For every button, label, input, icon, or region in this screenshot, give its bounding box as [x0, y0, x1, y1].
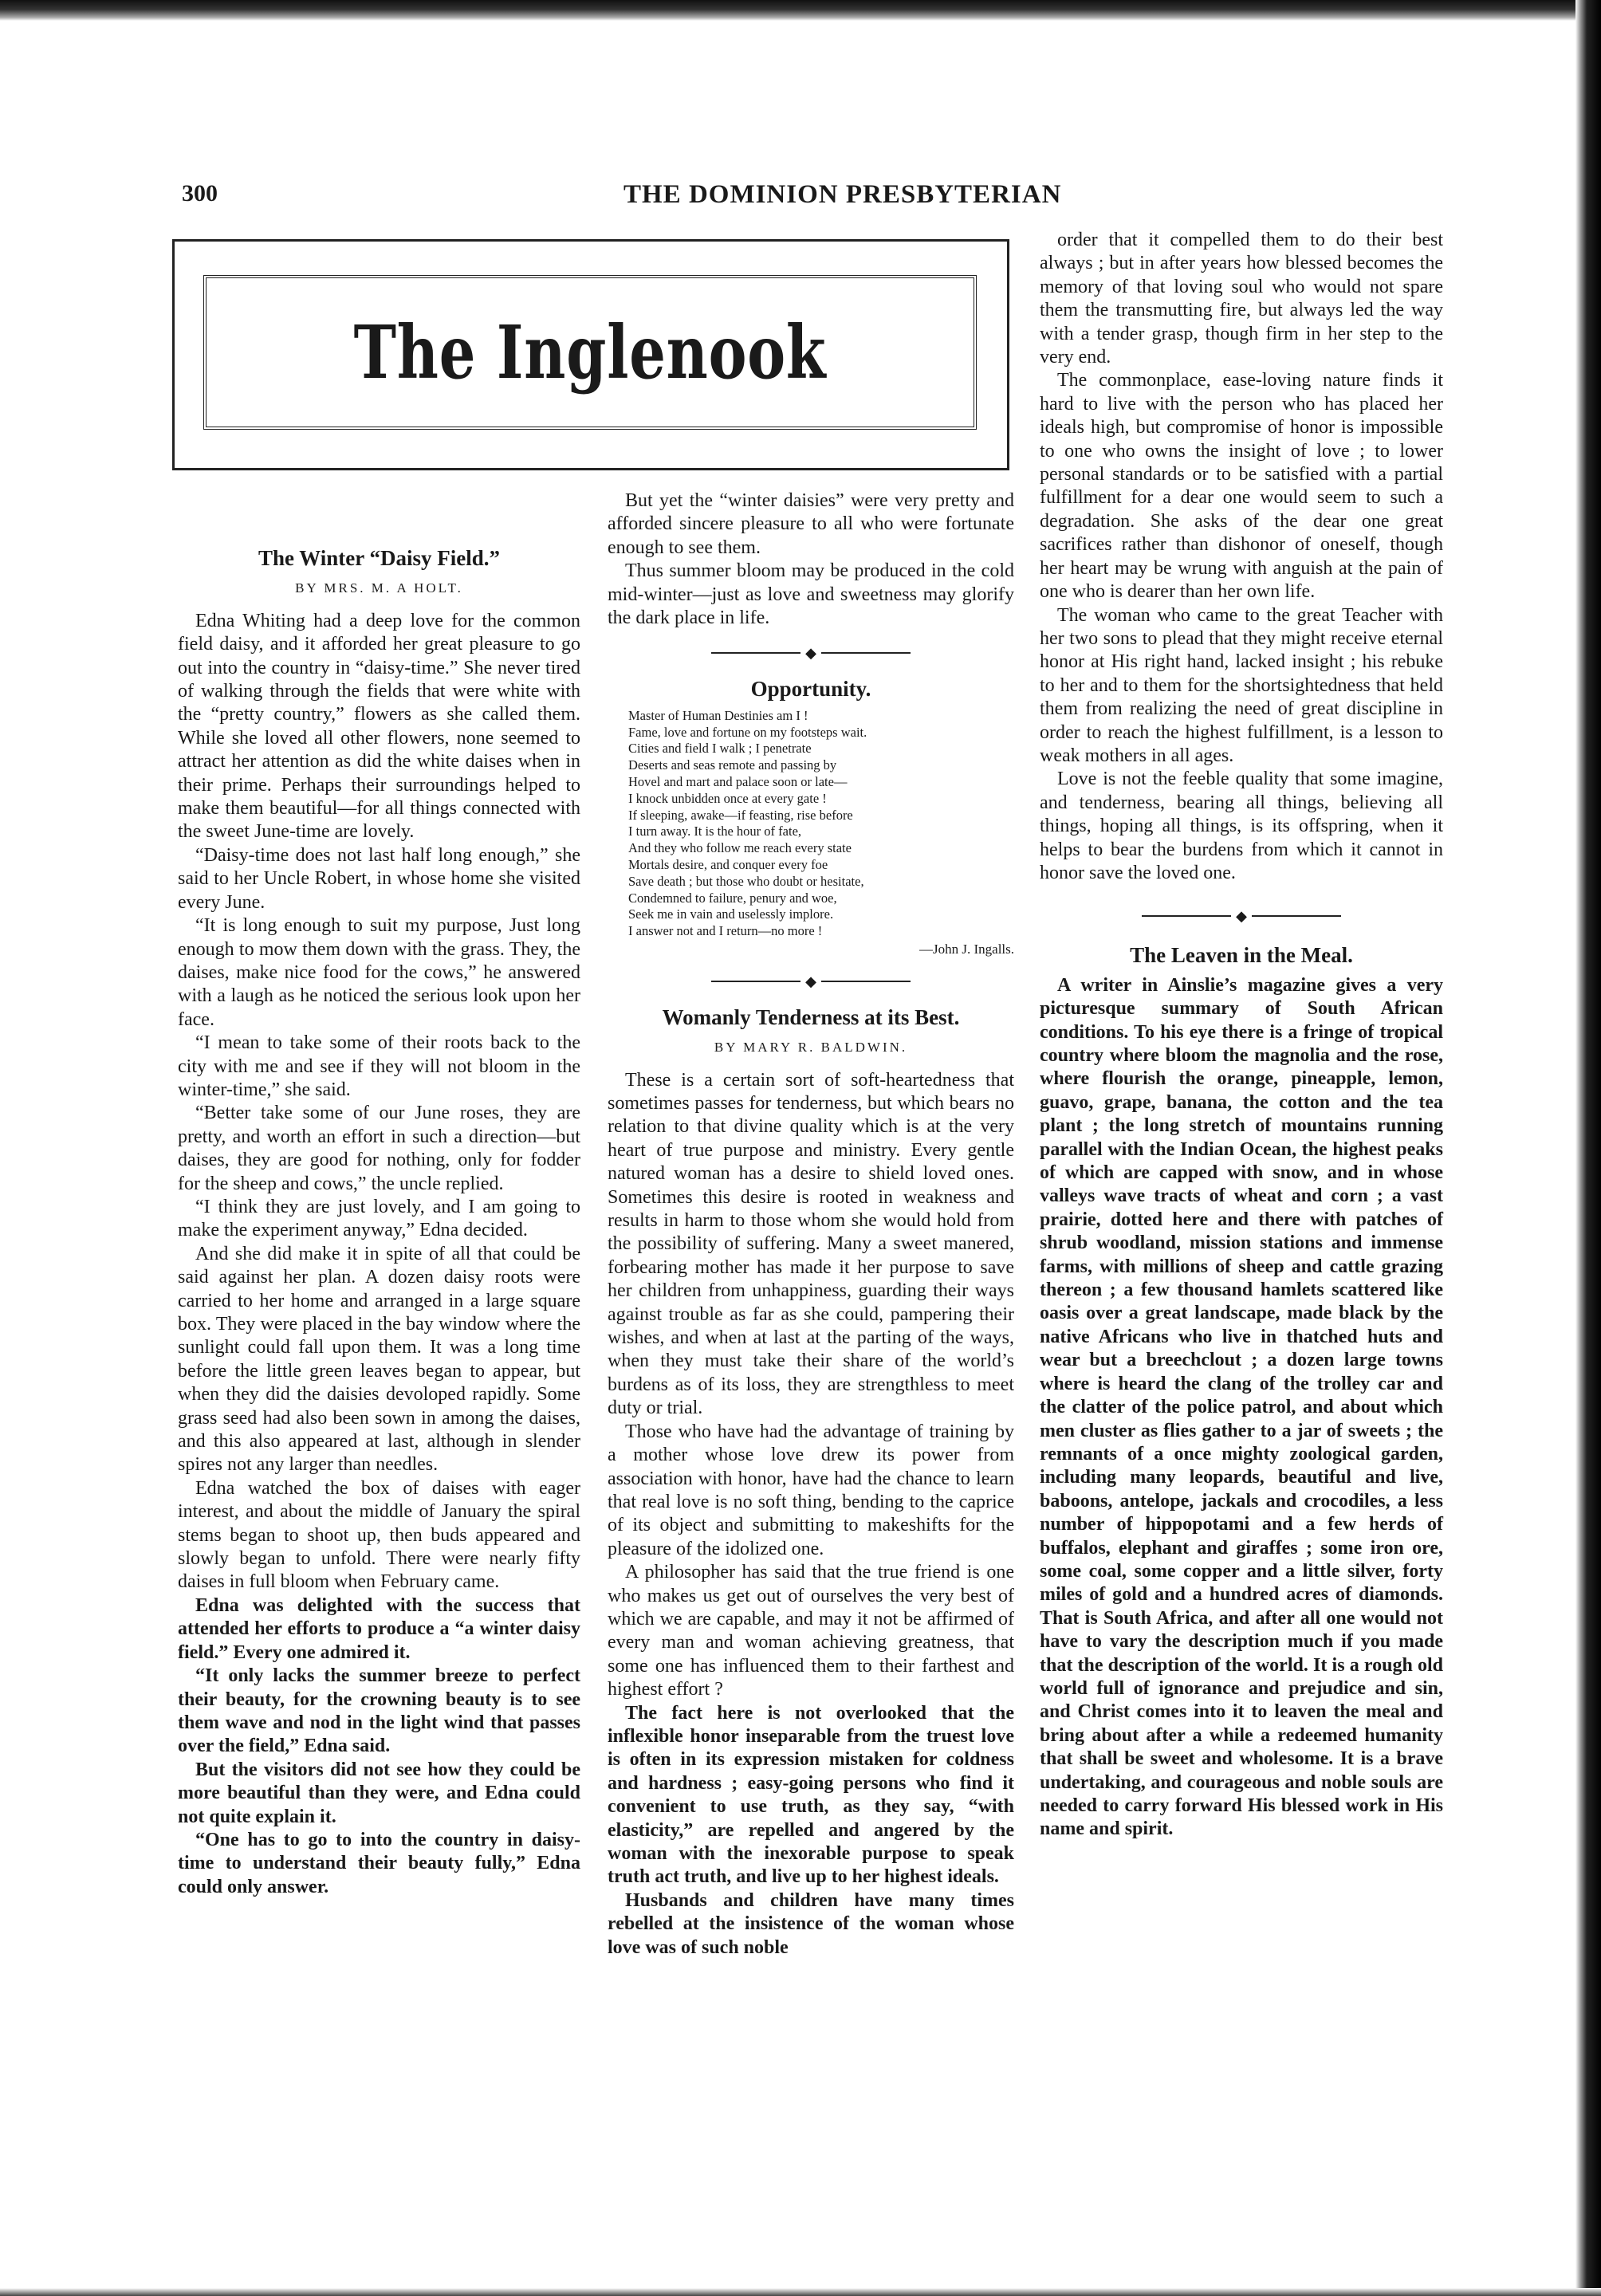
- inglenook-banner: [172, 239, 1009, 470]
- paragraph: A philosopher has said that the true friend is one who makes us get out of ourselves the very best of which we are capable, and may it not be affirmed of every man and woman achieving greatness, that some one has influenced them to their farthest and highest effort ?: [608, 1562, 1014, 1700]
- poem-line: Master of Human Destinies am I !: [628, 707, 808, 723]
- article-title-leaven: The Leaven in the Meal.: [1130, 943, 1353, 968]
- paragraph: The fact here is not overlooked that the inflexible honor inseparable from the truest love is often in its expression mistaken for coldness and hardness ; easy-going persons who find it convenient to use truth, as they say, “with elasticity,” are repelled and angered by the woman with the inexorable purpose to speak truth act truth, and live up to her highest ideals.: [608, 1702, 1014, 1888]
- paragraph: A writer in Ainslie’s magazine gives a very picturesque summary of South African conditions. To his eye there is a fringe of tropical country where bloom the magnolia and the rose, where flourish the orange, pineapple, lemon, guavo, grape, banana, the cotton and the tea plant ; the long stretch of mountains running parallel with the Indian Ocean, the highest peaks of which are capped with snow, and in whose valleys wave tracts of wheat and corn ; a vast prairie, dotted here and there with patches of shrub woodland, mission stations and immense farms, with millions of sheep and cattle grazing thereon ; a few thousand hamlets scattered like oasis over a great landscape, made black by the native Africans who live in thatched huts and wear but a breechclout ; a dozen large towns where is heard the clang of the trolley car and the clatter of the police patrol, and about which men cluster as flies gather to a jar of sweets ; the remnants of a once mighty zoological garden, including many leopards, beautiful and live, baboons, antelope, jackals and crocodiles, a less number of hippopotami and a few herds of buffalos, elephant and giraffes ; some iron ore, some coal, some copper and a little silver, forty miles of gold and a hundred acres of diamonds. That is South Africa, and after all one would not have to vary the description much if you made that the description of the world. It is a rough old world full of ignorance and prejudice and sin, and Christ comes into it to leaven the meal and bring about after a while a redeemed humanity that shall be sweet and wholesome. It is a brave undertaking, and courageous and noble souls are needed to carry forward His blessed work in His name and spirit.: [1040, 974, 1443, 1840]
- paragraph: But the visitors did not see how they could be more beautiful than they were, and Edna could not quite explain it.: [178, 1759, 580, 1827]
- poem-line: Seek me in vain and uselessly implore.: [628, 906, 834, 922]
- paragraph: The woman who came to the great Teacher with her two sons to plead that they might receive eternal honor at His right hand, lacked insight ; his rebuke to her and to them for the shortsightedness that held them from realizing the need of great discipline in order to reach the highest fulfillment, is a lesson to weak mothers in all ages.: [1040, 604, 1443, 766]
- banner-title: The Inglenook: [353, 309, 827, 395]
- divider-line: [711, 981, 800, 982]
- paragraph: “I think they are just lovely, and I am going to make the experiment anyway,” Edna decided.: [178, 1196, 580, 1241]
- paragraph: These is a certain sort of soft-heartedness that sometimes passes for tenderness, but which bears no relation to that divine quality which is at the very heart of true purpose and ministry. Every gentle natured woman has a desire to shield loved ones. Sometimes this desire is rooted in weakness and results in harm to those whom she would hold from the possibility of suffering. Many a sweet manered, forbearing mother has made it her purpose to save her children from unhappiness, guarding their ways against trouble as far as she could, pampering their wishes, and when at last at the parting of the ways, when they must take their share of the world’s burdens as of its loss, they are strengthless to meet duty or trial.: [608, 1069, 1014, 1419]
- scan-edge-bottom: [0, 2288, 1601, 2296]
- poem-line: Cities and field I walk ; I penetrate: [628, 741, 812, 757]
- poem-line: If sleeping, awake—if feasting, rise before: [628, 807, 853, 823]
- paragraph: Love is not the feeble quality that some imagine, and tenderness, bearing all things, believing all things, hoping all things, is its offspring, when it helps to bear the burdens from which it cannot in honor save the loved one.: [1040, 769, 1443, 883]
- section-divider: [608, 974, 1014, 989]
- paragraph: order that it compelled them to do their best always ; but in after years how blessed becomes the memory of that loving soul who would not spare them the transmutting fire, but always led the way with a tender grasp, though firm in her step to the very end.: [1040, 230, 1443, 368]
- paragraph: “I mean to take some of their roots back to the city with me and see if they will not bloom in the winter-time,” she said.: [178, 1032, 580, 1100]
- paragraph: “Better take some of our June roses, they are pretty, and worth an effort in such a direction—but daises, they are good for nothing, only for fodder for the sheep and cows,” the uncle replied.: [178, 1103, 580, 1194]
- divider-line: [821, 981, 911, 982]
- poem-opportunity: [608, 708, 1014, 958]
- scan-edge-right: [1575, 0, 1601, 2296]
- article-title-daisy: The Winter “Daisy Field.”: [258, 546, 501, 570]
- paragraph: “It only lacks the summer breeze to perfect their beauty, for the crowning beauty is to see them wave and nod in the light wind that passes over the field,” Edna said.: [178, 1665, 580, 1757]
- paragraph: But yet the “winter daisies” were very pretty and afforded sincere pleasure to all who were fortunate enough to see them.: [608, 490, 1014, 558]
- section-divider: [608, 646, 1014, 660]
- poem-line: Deserts and seas remote and passing by: [628, 757, 837, 773]
- column-3: [1040, 229, 1443, 1842]
- poem-line: I knock unbidden once at every gate !: [628, 790, 827, 806]
- poem-line: Mortals desire, and conquer every foe: [628, 857, 828, 873]
- poem-title: Opportunity.: [750, 677, 871, 702]
- paragraph: Thus summer bloom may be produced in the cold mid-winter—just as love and sweetness may glorify the dark place in life.: [608, 560, 1014, 629]
- banner-frame: [203, 275, 977, 430]
- divider-line: [711, 652, 800, 654]
- divider-line: [821, 652, 911, 654]
- daisy-body: [178, 610, 580, 1594]
- paragraph: “Daisy-time does not last half long enough,” she said to her Uncle Robert, in whose home she visited every June.: [178, 844, 580, 913]
- column-2: [608, 489, 1014, 1960]
- paragraph: Edna was delighted with the success that attended her efforts to produce a “a winter daisy field.” Every one admired it.: [178, 1594, 580, 1663]
- divider-line: [1142, 915, 1231, 917]
- daisy-body-bold: [178, 1594, 580, 1899]
- paragraph: Edna watched the box of daises with eager interest, and about the middle of January the spiral stems began to shoot up, then buds appeared and slowly began to unfold. There were nearly fifty daises in full bloom when February came.: [178, 1477, 580, 1593]
- byline-tenderness: BY MARY R. BALDWIN.: [714, 1040, 908, 1056]
- column-1: [178, 547, 580, 1899]
- poem-line: And they who follow me reach every state: [628, 840, 852, 856]
- byline-daisy: BY MRS. M. A HOLT.: [295, 580, 463, 596]
- publication-title: THE DOMINION PRESBYTERIAN: [623, 180, 1062, 209]
- poem-line: Hovel and mart and palace soon or late—: [628, 774, 848, 790]
- paragraph: Those who have had the advantage of training by a mother whose love drew its power from association with honor, have had the chance to learn that real love is no soft thing, bending to the caprice of its object and submitting to makeshifts for the pleasure of the idolized one.: [608, 1421, 1014, 1559]
- divider-ornament-icon: ◆: [1236, 908, 1247, 925]
- divider-line: [1252, 915, 1341, 917]
- poem-line: I turn away. It is the hour of fate,: [628, 824, 802, 839]
- paragraph: “It is long enough to suit my purpose, Just long enough to mow them down with the grass. They, the daises, make nice food for the cows,” he answered with a laugh as he noticed the serious look upon her face.: [178, 915, 580, 1030]
- paragraph: “One has to go to into the country in daisy-time to understand their beauty fully,” Edna could only answer.: [178, 1829, 580, 1897]
- paragraph: And she did make it in spite of all that could be said against her plan. A dozen daisy roots were carried to her home and arranged in a large square box. They were placed in the bay window where the sunlight could fall upon them. It was a long time before the little green leaves began to appear, but when they did the daisies devoloped rapidly. Some grass seed had also been sown in among the daises, and this also appeared at last, although in slender spires not any larger than needles.: [178, 1243, 580, 1476]
- poem-line: Save death ; but those who doubt or hesitate,: [628, 873, 864, 889]
- paragraph: Husbands and children have many times rebelled at the insistence of the woman whose love was of such noble: [608, 1889, 1014, 1958]
- divider-ornament-icon: ◆: [805, 645, 816, 662]
- scan-edge-top: [0, 0, 1601, 21]
- divider-ornament-icon: ◆: [805, 973, 816, 989]
- section-divider: [1040, 909, 1443, 923]
- page-number: 300: [182, 180, 218, 206]
- poem-line: Fame, love and fortune on my footsteps wait.: [628, 724, 867, 740]
- paragraph: Edna Whiting had a deep love for the common field daisy, and it afforded her great pleasure to go out into the country in “daisy-time.” She never tired of walking through the fields that were white with the “pretty country,” flowers as she called them. While she loved all other flowers, none seemed to attract her attention as did the white daises when in their prime. Perhaps their surroundings helped to make them beautiful—for all things connected with the sweet June-time are lovely.: [178, 610, 580, 843]
- tenderness-body-bold: [608, 1702, 1014, 1960]
- leaven-body: [1040, 974, 1443, 1842]
- poem-author: —John J. Ingalls.: [919, 942, 1014, 957]
- poem-line: I answer not and I return—no more !: [628, 923, 823, 939]
- paragraph: The commonplace, ease-loving nature finds it hard to live with the person who has placed her ideals high, but compromise of honor is impossible to one who owns the insight of love ; to lower personal standards or to be satisfied with a partial fulfillment for a dear one would seem to such a degradation. She asks of the dear one great sacrifices rather than dishonor of oneself, though her heart may be wrung with anguish at the pain of one who is dearer than her own life.: [1040, 370, 1443, 603]
- poem-line: Condemned to failure, penury and woe,: [628, 890, 837, 906]
- article-title-tenderness: Womanly Tenderness at its Best.: [662, 1005, 960, 1029]
